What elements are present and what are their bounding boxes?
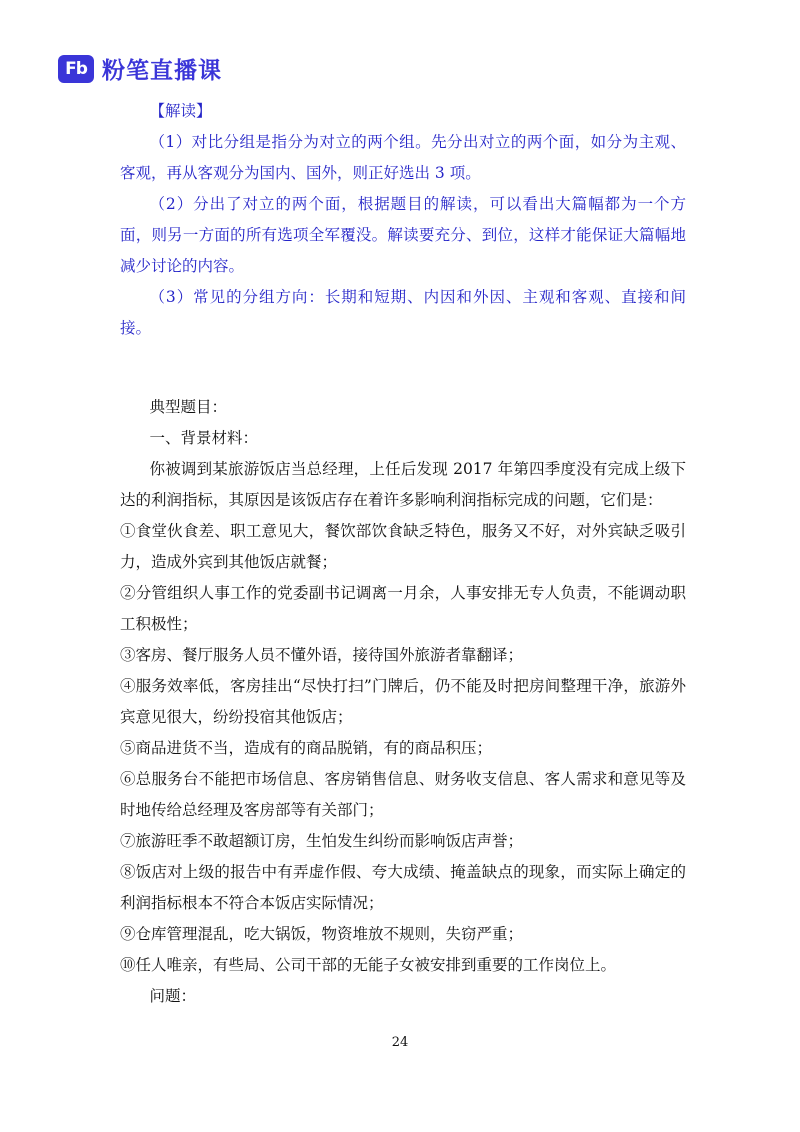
brand-logo	[58, 52, 222, 85]
interpretation-paragraph-3: （3）常见的分组方向：长期和短期、内因和外因、主观和客观、直接和间接。	[120, 288, 686, 337]
list-item: ⑧饭店对上级的报告中有弄虚作假、夸大成绩、掩盖缺点的现象，而实际上确定的利润指标根本不符合本饭店实际情况；	[120, 863, 686, 912]
interpretation-heading: 【解读】	[149, 102, 212, 120]
question-title: 典型题目：	[149, 398, 227, 416]
logo-text: 粉笔直播课	[102, 58, 222, 84]
interpretation-paragraph-1: （1）对比分组是指分为对立的两个组。先分出对立的两个面，如分为主观、客观，再从客观分为国内、国外，则正好选出 3 项。	[120, 133, 686, 182]
background-intro: 你被调到某旅游饭店当总经理，上任后发现 2017 年第四季度没有完成上级下达的利润指标，其原因是该饭店存在着许多影响利润指标完成的问题，它们是：	[120, 460, 686, 509]
section-label: 一、背景材料：	[149, 429, 258, 447]
list-item: ③客房、餐厅服务人员不懂外语，接待国外旅游者靠翻译；	[120, 646, 524, 664]
list-item: ⑦旅游旺季不敢超额订房，生怕发生纠纷而影响饭店声誉；	[120, 832, 524, 850]
list-item: ⑥总服务台不能把市场信息、客房销售信息、财务收支信息、客人需求和意见等及时地传给总经理及客房部等有关部门；	[120, 770, 686, 819]
question-label: 问题：	[149, 987, 196, 1005]
list-item: ④服务效率低，客房挂出“尽快打扫”门牌后，仍不能及时把房间整理干净，旅游外宾意见很大，纷纷投宿其他饭店；	[120, 677, 686, 726]
list-item: ⑩任人唯亲，有些局、公司干部的无能子女被安排到重要的工作岗位上。	[120, 956, 617, 974]
list-item: ⑨仓库管理混乱，吃大锅饭，物资堆放不规则，失窃严重；	[120, 925, 524, 943]
list-item: ⑤商品进货不当，造成有的商品脱销，有的商品积压；	[120, 739, 493, 757]
list-item: ①食堂伙食差、职工意见大，餐饮部饮食缺乏特色，服务又不好，对外宾缺乏吸引力，造成外宾到其他饭店就餐；	[120, 522, 686, 571]
page-number: 24	[391, 1035, 409, 1050]
interpretation-paragraph-2: （2）分出了对立的两个面，根据题目的解读，可以看出大篇幅都为一个方面，则另一方面的所有选项全军覆没。解读要充分、到位，这样才能保证大篇幅地减少讨论的内容。	[120, 195, 686, 275]
list-item: ②分管组织人事工作的党委副书记调离一月余，人事安排无专人负责，不能调动职工积极性；	[120, 584, 686, 633]
section-spacer	[120, 344, 686, 392]
page-content	[120, 96, 686, 1012]
logo-icon: Fb	[58, 55, 94, 83]
